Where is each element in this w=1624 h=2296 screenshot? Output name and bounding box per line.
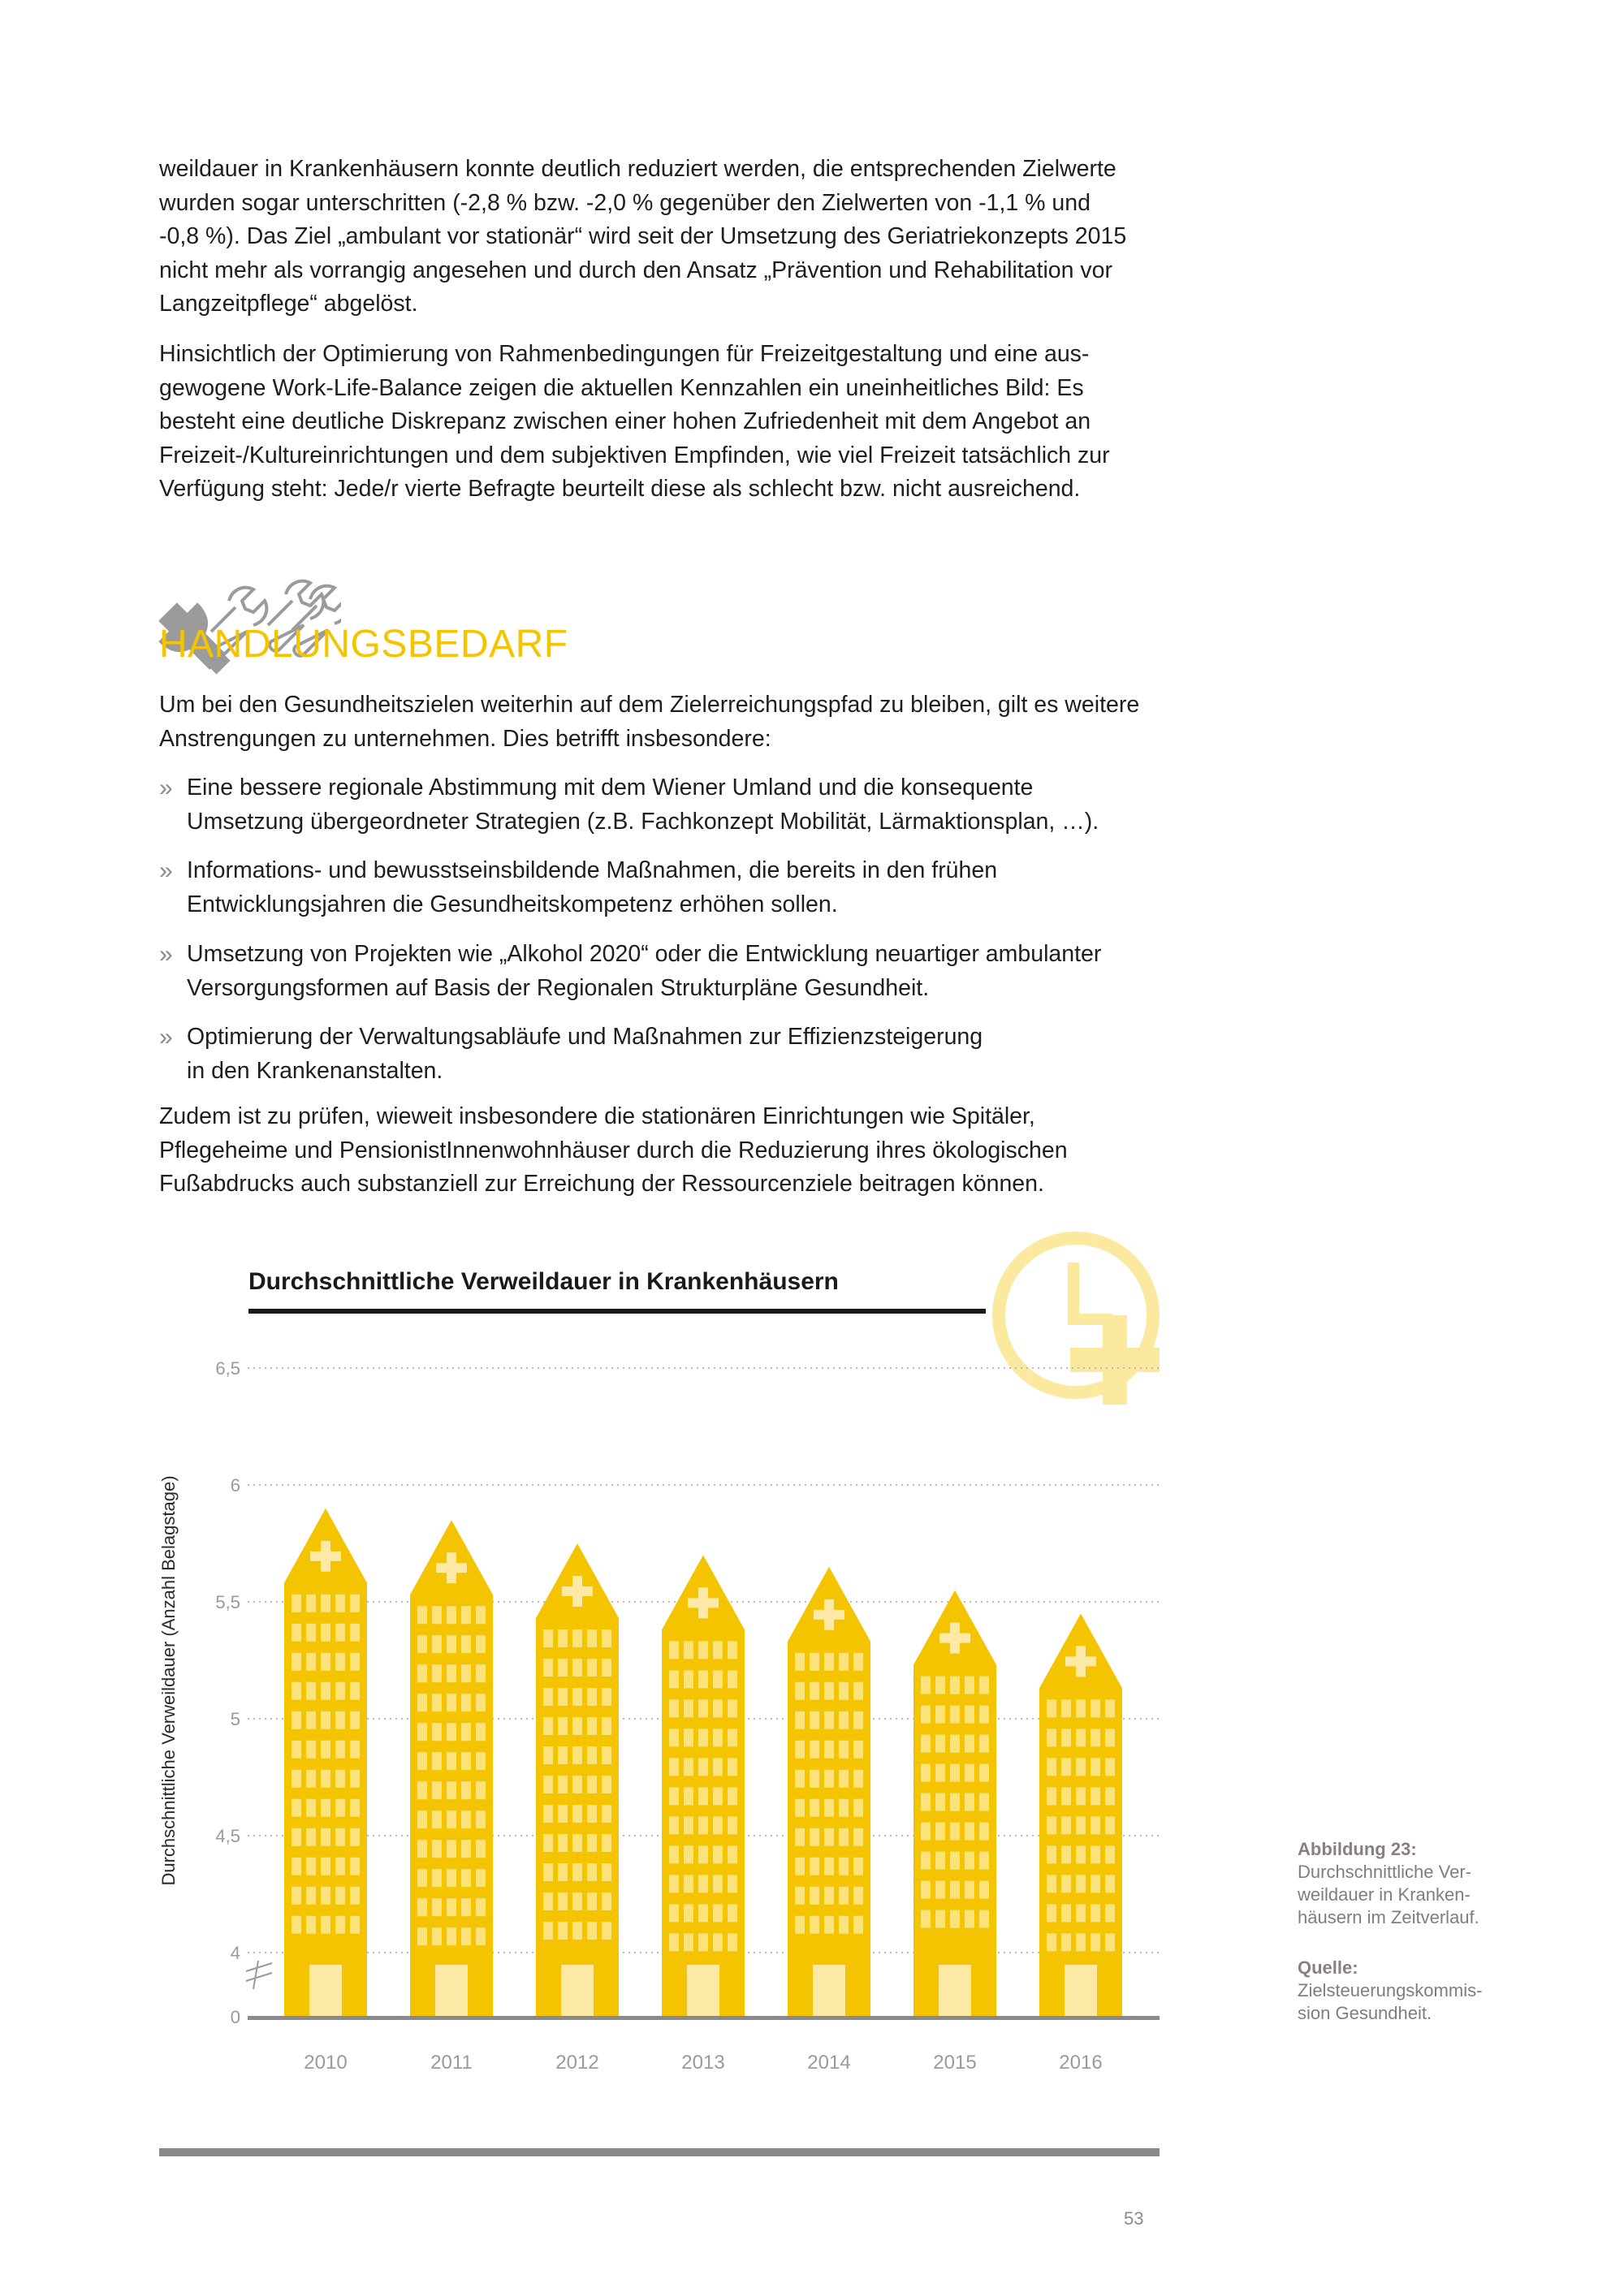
bar-building	[662, 1555, 745, 2017]
text-line: Hinsichtlich der Optimierung von Rahmenbedingungen für Freizeitgestaltung und eine aus-	[159, 341, 1090, 367]
text-line: besteht eine deutliche Diskrepanz zwischen einer hohen Zufriedenheit mit dem Angebot an	[159, 408, 1091, 434]
caption-line: Durchschnittliche Ver-	[1298, 1862, 1471, 1882]
figure-text	[1298, 1861, 1517, 1929]
bullet-mark: »	[159, 775, 173, 801]
text-line: in den Krankenanstalten.	[187, 1057, 443, 1084]
page-number: 53	[1124, 2208, 1144, 2229]
bullet-text	[187, 771, 1166, 839]
text-line: Anstrengungen zu unternehmen. Dies betrifft insbesondere:	[159, 725, 771, 752]
chart-title-underline	[248, 1309, 986, 1314]
section-lead	[159, 688, 1166, 756]
source-label: Quelle:	[1298, 1957, 1358, 1978]
bullet-mark: »	[159, 941, 173, 968]
bullet-text	[187, 854, 1166, 921]
intro-paragraph	[159, 153, 1166, 322]
x-tick-label: 2016	[1059, 2052, 1103, 2074]
caption-line: sion Gesundheit.	[1298, 2003, 1432, 2023]
bullet-text	[187, 938, 1166, 1005]
clock-plus-icon	[999, 1238, 1160, 1405]
text-line: Entwicklungsjahren die Gesundheitskompetenz erhöhen sollen.	[187, 891, 838, 917]
bullet-text	[187, 1021, 1166, 1088]
y-tick-label: 6,5	[215, 1358, 240, 1379]
caption-line: Zielsteuerungskommis-	[1298, 1980, 1483, 2000]
y-tick-label: 4	[230, 1943, 240, 1963]
source-text	[1298, 1979, 1517, 2025]
x-tick-label: 2014	[807, 2052, 851, 2074]
y-tick-label: 5,5	[215, 1592, 240, 1612]
text-line: Umsetzung von Projekten wie „Alkohol 2020“ oder die Entwicklung neuartiger ambulanter	[187, 941, 1102, 967]
text-line: Um bei den Gesundheitszielen weiterhin auf dem Zielerreichungspfad zu bleiben, gilt es weitere	[159, 692, 1140, 718]
text-line: weildauer in Krankenhäusern konnte deutlich reduziert werden, die entsprechenden Zielwerte	[159, 156, 1116, 182]
text-line: Umsetzung übergeordneter Strategien (z.B. Fachkonzept Mobilität, Lärmaktionsplan, …).	[187, 808, 1099, 835]
caption-line: häusern im Zeitverlauf.	[1298, 1907, 1479, 1927]
bar-building	[410, 1520, 493, 2017]
text-line: Optimierung der Verwaltungsabläufe und Maßnahmen zur Effizienzsteigerung	[187, 1024, 983, 1050]
bar-building	[536, 1543, 619, 2017]
axis-break-icon	[246, 1961, 272, 1989]
y-tick-label: 6	[230, 1475, 240, 1495]
text-line: -0,8 %). Das Ziel „ambulant vor stationär“ wird seit der Umsetzung des Geriatriekonzepts 2015	[159, 223, 1127, 249]
y-tick-label: 0	[230, 2007, 240, 2027]
text-line: Freizeit-/Kultureinrichtungen und dem subjektiven Empfinden, wie viel Freizeit tatsächlich zur	[159, 442, 1110, 468]
bar-building	[1039, 1613, 1122, 2017]
chart-bottom-rule	[159, 2148, 1160, 2156]
bar-building	[284, 1508, 367, 2017]
x-tick-label: 2010	[304, 2052, 348, 2074]
bullet-mark: »	[159, 857, 173, 884]
x-tick-label: 2011	[430, 2052, 473, 2074]
x-tick-label: 2012	[555, 2052, 599, 2074]
text-line: Versorgungsformen auf Basis der Regionalen Strukturpläne Gesundheit.	[187, 974, 930, 1001]
text-line: Informations- und bewusstseinsbildende Maßnahmen, die bereits in den frühen	[187, 857, 998, 883]
bullet-mark: »	[159, 1024, 173, 1051]
text-line: nicht mehr als vorrangig angesehen und durch den Ansatz „Prävention und Rehabilitation vor	[159, 257, 1112, 283]
source-caption	[1298, 1957, 1517, 2025]
figure-label: Abbildung 23:	[1298, 1839, 1417, 1859]
x-tick-label: 2015	[933, 2052, 977, 2074]
y-tick-label: 5	[230, 1709, 240, 1729]
y-axis-label: Durchschnittliche Verweildauer (Anzahl Belagstage)	[158, 1475, 179, 1886]
text-line: Verfügung steht: Jede/r vierte Befragte beurteilt diese als schlecht bzw. nicht ausreichend.	[159, 476, 1081, 502]
x-tick-label: 2013	[681, 2052, 725, 2074]
text-line: Fußabdrucks auch substanziell zur Erreichung der Ressourcenziele beitragen können.	[159, 1171, 1044, 1197]
text-line: gewogene Work-Life-Balance zeigen die aktuellen Kennzahlen ein uneinheitliches Bild: Es	[159, 374, 1084, 401]
bar-building	[914, 1590, 996, 2017]
text-line: wurden sogar unterschritten (-2,8 % bzw. -2,0 % gegenüber den Zielwerten von -1,1 % und	[159, 189, 1091, 216]
text-line: Pflegeheime und PensionistInnenwohnhäuser durch die Reduzierung ihres ökologischen	[159, 1137, 1068, 1163]
freizeit-paragraph	[159, 338, 1166, 507]
text-line: Langzeitpflege“ abgelöst.	[159, 291, 418, 317]
x-axis	[248, 2016, 1160, 2020]
text-line: Eine bessere regionale Abstimmung mit dem Wiener Umland und die konsequente	[187, 775, 1034, 801]
caption-line: weildauer in Kranken-	[1298, 1884, 1471, 1905]
bar-building	[788, 1567, 870, 2017]
bar-chart	[0, 1218, 1624, 2168]
chart-title: Durchschnittliche Verweildauer in Krankenhäusern	[248, 1268, 839, 1295]
text-line: Zudem ist zu prüfen, wieweit insbesondere die stationären Einrichtungen wie Spitäler,	[159, 1103, 1035, 1129]
figure-caption	[1298, 1838, 1517, 1929]
closing-paragraph	[159, 1100, 1166, 1202]
y-tick-label: 4,5	[215, 1826, 240, 1846]
section-heading: HANDLUNGSBEDARF	[159, 623, 568, 666]
